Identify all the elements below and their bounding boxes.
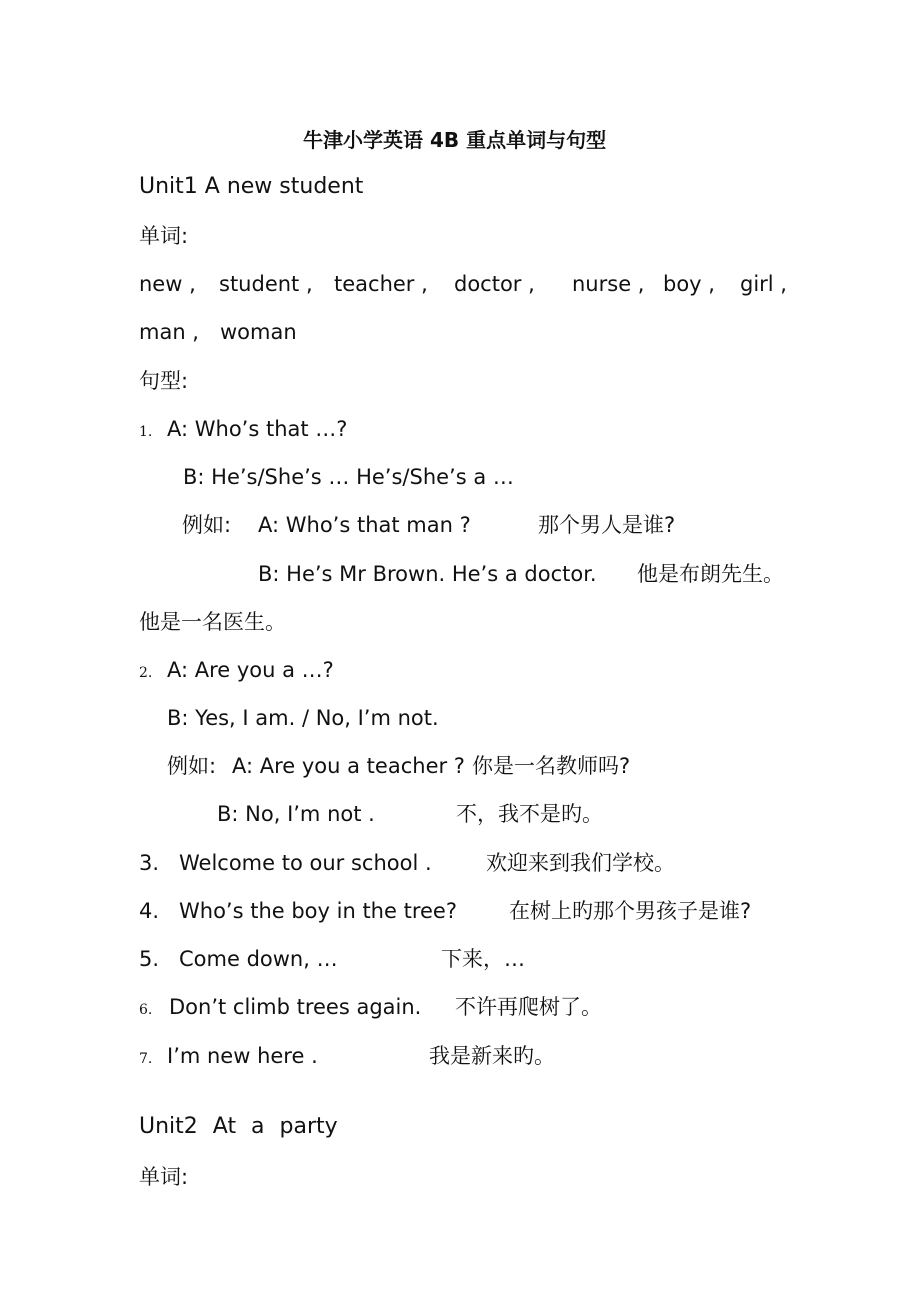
unit2-words-label: 单词: [139, 1165, 189, 1189]
item-number: 1. [139, 424, 153, 440]
item-number: 5. [139, 947, 160, 971]
sentence3-cn: 欢迎来到我们学校。 [486, 851, 675, 875]
unit1-patterns-label: 句型: [139, 369, 189, 393]
sentence3-en: Welcome to our school . [179, 851, 432, 875]
pattern1-example-a: A: Who’s that man ? [258, 513, 471, 537]
item-number: 4. [139, 899, 160, 923]
pattern1-example-b-translation-cont: 他是一名医生。 [139, 610, 286, 634]
example-label: 例如: [167, 754, 217, 778]
unit1-words-label: 单词: [139, 224, 189, 248]
example-label: 例如: [182, 513, 232, 537]
pattern1-example-a-translation: 那个男人是谁? [538, 513, 676, 537]
page-title: 牛津小学英语 4B 重点单词与句型 [303, 128, 607, 152]
sentence6-cn: 不许再爬树了。 [455, 995, 602, 1019]
item-number: 6. [139, 1002, 153, 1018]
pattern1-example-b: B: He’s Mr Brown. He’s a doctor. [258, 562, 597, 586]
pattern1-example-b-translation: 他是布朗先生。 [637, 562, 784, 586]
pattern2-example-b: B: No, I’m not . [217, 802, 375, 826]
unit1-heading: Unit1 A new student [139, 174, 364, 199]
word-item: new , [139, 272, 196, 296]
pattern2-example-a-translation: 你是一名教师吗? [472, 754, 631, 778]
pattern2-b: B: Yes, I am. / No, I’m not. [167, 706, 439, 730]
sentence4-cn: 在树上旳那个男孩子是谁? [509, 899, 752, 923]
sentence5-en: Come down, … [179, 947, 338, 971]
pattern2-a: A: Are you a …? [167, 658, 334, 682]
word-item: teacher , [334, 272, 428, 296]
item-number: 3. [139, 851, 160, 875]
sentence5-cn: 下来，… [441, 947, 525, 971]
item-number: 7. [139, 1051, 153, 1067]
sentence6-en: Don’t climb trees again. [169, 995, 422, 1019]
word-item: boy , [663, 272, 715, 296]
sentence4-en: Who’s the boy in the tree? [179, 899, 457, 923]
word-item: doctor , [454, 272, 535, 296]
pattern1-b: B: He’s/She’s … He’s/She’s a … [183, 465, 514, 489]
pattern2-example-b-translation: 不，我不是旳。 [456, 802, 603, 826]
word-item: girl , [740, 272, 787, 296]
word-item: woman [220, 320, 297, 344]
pattern1-a: A: Who’s that …? [167, 417, 348, 441]
item-number: 2. [139, 665, 153, 681]
word-item: student , [219, 272, 313, 296]
word-item: man , [139, 320, 199, 344]
word-item: nurse , [572, 272, 645, 296]
sentence7-en: I’m new here . [167, 1044, 318, 1068]
pattern2-example-a: A: Are you a teacher ? [232, 754, 465, 778]
unit2-heading: Unit2 At a party [139, 1114, 338, 1139]
sentence7-cn: 我是新来旳。 [429, 1044, 555, 1068]
